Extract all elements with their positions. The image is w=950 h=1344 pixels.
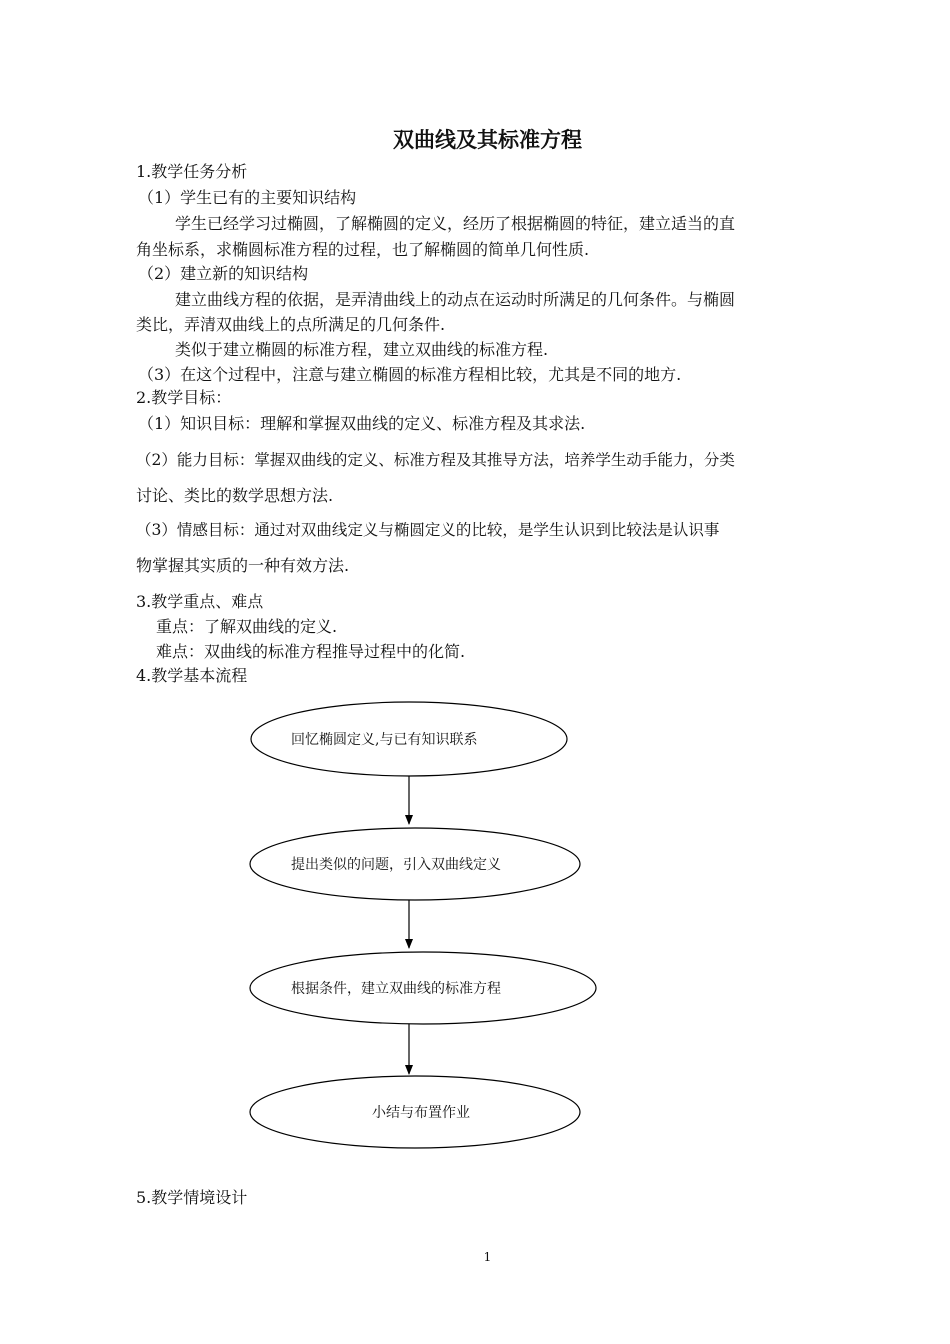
page-number: 1 (483, 1250, 492, 1264)
section-1-heading: 1.教学任务分析 (136, 162, 248, 181)
section-3-heading: 3.教学重点、难点 (136, 592, 264, 611)
section-2-goal-3-line-2: 物掌握其实质的一种有效方法. (136, 556, 350, 575)
section-1-subheading-3: （3）在这个过程中，注意与建立椭圆的标准方程相比较，尤其是不同的地方. (138, 365, 682, 384)
section-2-goal-3-line-1: （3）情感目标：通过对双曲线定义与椭圆定义的比较，是学生认识到比较法是认识事 (136, 521, 720, 539)
section-2-goal-2-line-2: 讨论、类比的数学思想方法. (136, 486, 334, 505)
section-2-goal-1: （1）知识目标：理解和掌握双曲线的定义、标准方程及其求法. (138, 414, 586, 433)
section-1-subheading-2: （2）建立新的知识结构 (138, 264, 309, 283)
section-1-paragraph-3: 类似于建立椭圆的标准方程，建立双曲线的标准方程. (175, 340, 549, 359)
section-3-key-point: 重点：了解双曲线的定义. (156, 617, 338, 636)
section-1-subheading-1: （1）学生已有的主要知识结构 (138, 188, 357, 207)
section-1-paragraph-2-line-1: 建立曲线方程的依据，是弄清曲线上的动点在运动时所满足的几何条件。与椭圆 (175, 290, 736, 309)
section-2-heading: 2.教学目标： (136, 388, 232, 407)
section-2-goal-2-line-1: （2）能力目标：掌握双曲线的定义、标准方程及其推导方法，培养学生动手能力，分类 (136, 451, 735, 469)
flow-step-2-text: 提出类似的问题，引入双曲线定义 (291, 857, 501, 873)
flow-step-4-text: 小结与布置作业 (372, 1105, 470, 1121)
section-4-heading: 4.教学基本流程 (136, 666, 248, 685)
document-title: 双曲线及其标准方程 (393, 128, 582, 152)
section-1-paragraph-2-line-2: 类比，弄清双曲线上的点所满足的几何条件. (136, 315, 446, 334)
flow-step-3-text: 根据条件，建立双曲线的标准方程 (291, 981, 501, 997)
section-1-paragraph-1-line-1: 学生已经学习过椭圆，了解椭圆的定义，经历了根据椭圆的特征，建立适当的直 (175, 214, 736, 233)
section-5-heading: 5.教学情境设计 (136, 1188, 248, 1207)
section-1-paragraph-1-line-2: 角坐标系，求椭圆标准方程的过程，也了解椭圆的简单几何性质. (136, 240, 590, 259)
flow-step-1-text: 回忆椭圆定义,与已有知识联系 (291, 732, 478, 748)
section-3-difficult-point: 难点：双曲线的标准方程推导过程中的化简. (156, 642, 466, 661)
